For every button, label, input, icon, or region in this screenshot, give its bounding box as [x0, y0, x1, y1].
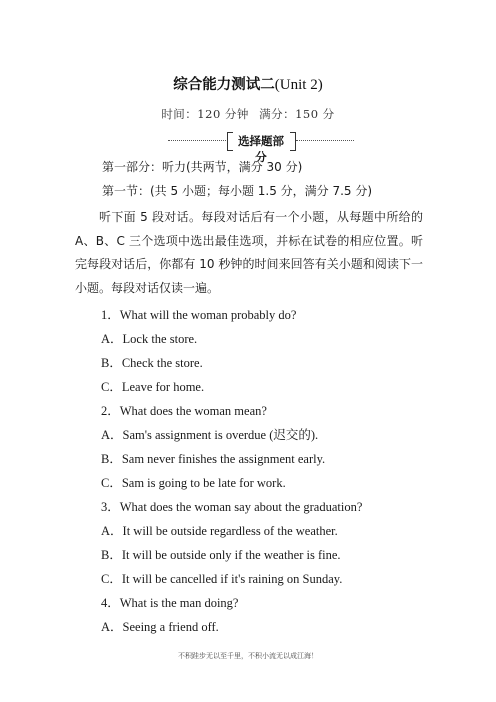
section-heading: 第一节：(共 5 小题；每小题 1.5 分，满分 7.5 分) [102, 184, 373, 198]
q2-option-c: C．Sam is going to be late for work. [101, 476, 286, 490]
q3-option-b: B．It will be outside only if the weather is fine. [101, 548, 341, 562]
title-unit: (Unit 2) [274, 77, 323, 93]
time-limit: 时间：120 分钟 [161, 107, 249, 121]
banner-bracket-right [290, 132, 296, 151]
q4-option-a: A．Seeing a friend off. [101, 620, 219, 634]
q2-option-b: B．Sam never finishes the assignment early. [101, 452, 326, 466]
q2-option-a: A．Sam's assignment is overdue (迟交的). [101, 428, 319, 442]
q3-option-c: C．It will be cancelled if it's raining on Sunday. [101, 572, 343, 586]
title-main: 综合能力测试二 [173, 77, 275, 93]
banner-label: 选择题部分 [238, 134, 284, 164]
banner-dotted-line-right [296, 140, 354, 141]
part-heading: 第一部分：听力(共两节，满分 30 分) [102, 160, 303, 174]
q1-option-c: C．Leave for home. [101, 380, 205, 394]
banner-dotted-line-left [168, 140, 226, 141]
question-3: 3．What does the woman say about the graduation? [101, 500, 363, 514]
q3-option-a: A．It will be outside regardless of the weather. [101, 524, 338, 538]
question-2: 2．What does the woman mean? [101, 404, 267, 418]
q1-option-a: A．Lock the store. [101, 332, 198, 346]
q1-option-b: B．Check the store. [101, 356, 203, 370]
section-banner [0, 131, 496, 164]
full-score: 满分：150 分 [259, 107, 335, 121]
question-1: 1．What will the woman probably do? [101, 308, 297, 322]
time-info [0, 106, 496, 122]
listening-instructions: 听下面 5 段对话。每段对话后有一个小题，从每题中所给的 A、B、C 三个选项中选出最佳选项，并标在试卷的相应位置。听完每段对话后，你都有 10 秒钟的时间来回答有关小题和阅读下一小题。每段对话仅读一遍。 [75, 210, 423, 295]
page-title [0, 73, 496, 94]
page-footer: 不积跬步无以至千里，不积小流无以成江海！ [178, 652, 318, 660]
question-4: 4．What is the man doing? [101, 596, 239, 610]
